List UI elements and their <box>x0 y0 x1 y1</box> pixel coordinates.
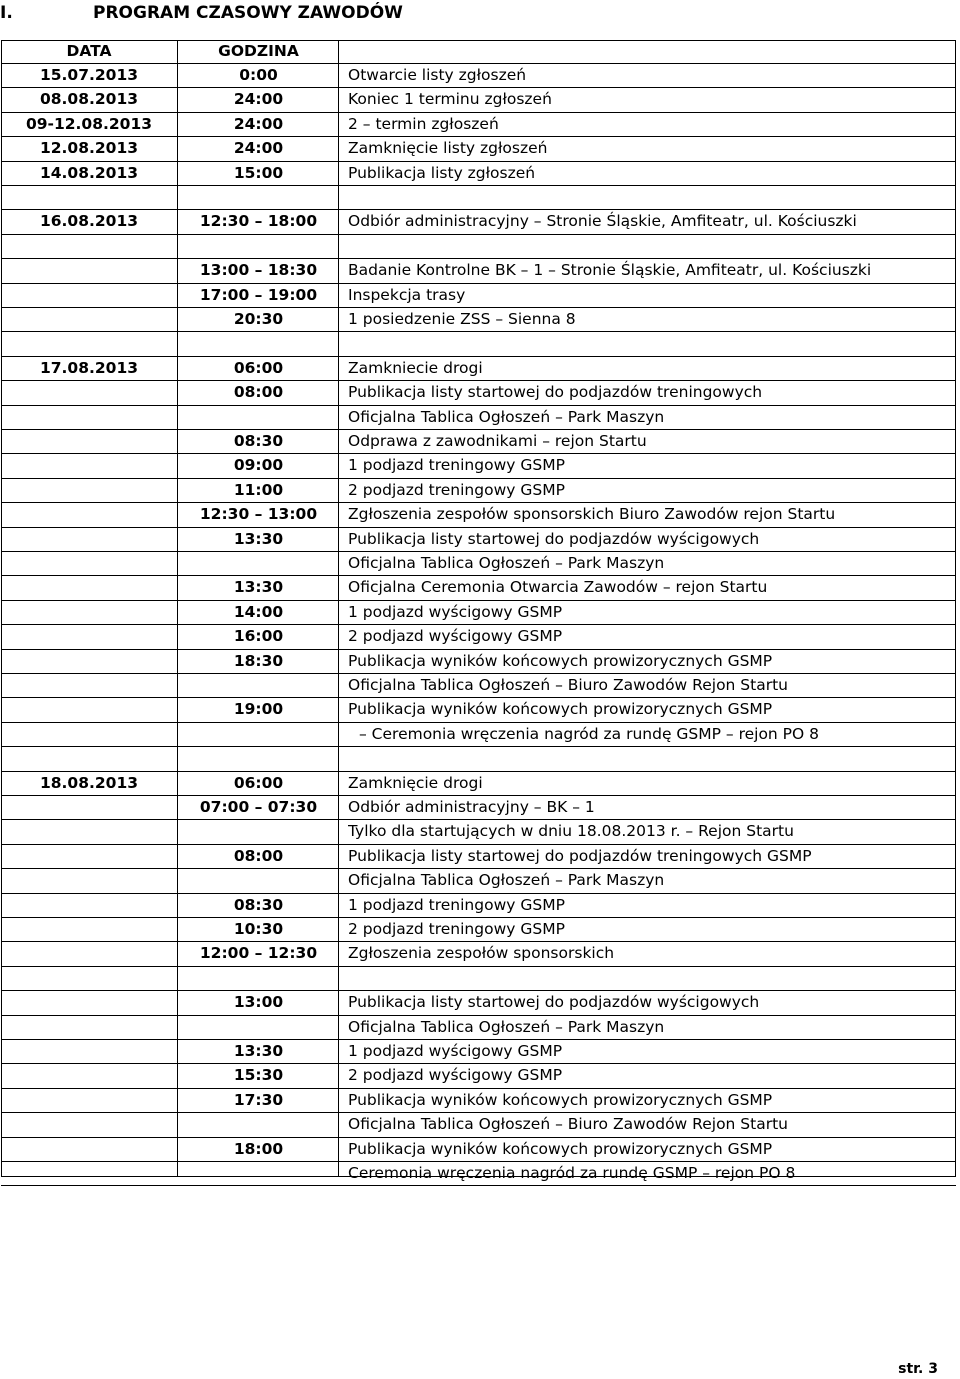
row-time: 24:00 <box>233 139 284 158</box>
row-date: 17.08.2013 <box>39 358 139 377</box>
row-date: 12.08.2013 <box>39 139 139 158</box>
row-event: 2 podjazd wyścigowy GSMP <box>348 1066 563 1085</box>
row-date: 09-12.08.2013 <box>25 114 153 133</box>
row-event: Oficjalna Tablica Ogłoszeń – Biuro Zawodów Rejon Startu <box>348 676 788 694</box>
row-event: Publikacja listy zgłoszeń <box>348 163 536 182</box>
row-event: Publikacja listy startowej do podjazdów treningowych <box>348 383 763 402</box>
row-time: 08:30 <box>233 432 284 450</box>
row-event: Publikacja wyników końcowych prowizorycznych GSMP <box>348 700 773 719</box>
table-row <box>1 1113 956 1137</box>
table-row <box>1 869 956 893</box>
row-event: 1 podjazd wyścigowy GSMP <box>348 602 563 621</box>
table-row <box>1 894 956 918</box>
table-row <box>1 967 956 991</box>
header-time: GODZINA <box>218 42 299 60</box>
row-time: 12:30 – 18:00 <box>199 212 318 231</box>
table-row <box>1 137 956 161</box>
row-event: Odbiór administracyjny – BK – 1 <box>348 798 595 816</box>
row-time: 06:00 <box>233 773 284 792</box>
row-time: 18:00 <box>233 1139 284 1158</box>
row-time: 24:00 <box>233 114 284 133</box>
table-row <box>1 698 956 722</box>
row-event: 1 posiedzenie ZSS – Sienna 8 <box>348 310 576 328</box>
row-time: 13:30 <box>233 578 284 597</box>
row-time: 12:30 – 13:00 <box>199 505 318 524</box>
table-row <box>1 845 956 869</box>
row-event: Otwarcie listy zgłoszeń <box>348 66 527 84</box>
page-number: str. 3 <box>898 1361 938 1377</box>
row-time: 17:30 <box>233 1090 284 1109</box>
table-row <box>1 186 956 210</box>
table-row <box>1 1162 956 1186</box>
row-time: 20:30 <box>233 310 284 328</box>
row-event: 1 podjazd treningowy GSMP <box>348 895 565 914</box>
row-event: 2 podjazd treningowy GSMP <box>348 920 565 938</box>
row-event: Publikacja wyników końcowych prowizorycznych GSMP <box>348 651 773 670</box>
table-row <box>1 235 956 259</box>
row-event: 2 podjazd wyścigowy GSMP <box>348 627 563 646</box>
table-row <box>1 991 956 1015</box>
row-time: 08:30 <box>233 895 284 914</box>
row-event: Oficjalna Tablica Ogłoszeń – Park Maszyn <box>348 554 665 572</box>
row-time: 12:00 – 12:30 <box>199 944 318 963</box>
table-row <box>1 64 956 88</box>
table-row <box>1 1138 956 1162</box>
row-time: 06:00 <box>233 358 284 377</box>
row-time: 17:00 – 19:00 <box>199 285 318 304</box>
row-event: Inspekcja trasy <box>348 285 466 304</box>
row-event: Tylko dla startujących w dniu 18.08.2013 r. – Rejon Startu <box>348 822 794 841</box>
table-row <box>1 747 956 771</box>
row-event: Ceremonia wręczenia nagród za rundę GSMP – rejon PO 8 <box>348 1164 796 1182</box>
row-event: 1 podjazd treningowy GSMP <box>348 456 565 475</box>
row-time: 19:00 <box>233 700 284 719</box>
table-row <box>1 601 956 625</box>
table-header-row <box>1 40 956 64</box>
row-time: 09:00 <box>233 456 284 475</box>
row-date: 14.08.2013 <box>39 163 139 182</box>
table-row <box>1 625 956 649</box>
table-row <box>1 381 956 405</box>
row-event: Publikacja listy startowej do podjazdów treningowych GSMP <box>348 846 812 865</box>
row-event: Publikacja wyników końcowych prowizorycznych GSMP <box>348 1139 773 1158</box>
table-row <box>1 772 956 796</box>
table-row <box>1 674 956 698</box>
row-event: Zamknięcie drogi <box>348 773 483 792</box>
row-date: 15.07.2013 <box>39 66 139 84</box>
table-row <box>1 820 956 844</box>
table-row <box>1 88 956 112</box>
section-heading <box>0 0 960 26</box>
row-time: 10:30 <box>233 920 284 938</box>
row-time: 15:00 <box>233 163 284 182</box>
table-row <box>1 210 956 234</box>
table-row <box>1 162 956 186</box>
row-event: Oficjalna Tablica Ogłoszeń – Biuro Zawodów Rejon Startu <box>348 1115 788 1134</box>
table-row <box>1 1089 956 1113</box>
row-date: 16.08.2013 <box>39 212 139 231</box>
row-event: 1 podjazd wyścigowy GSMP <box>348 1042 563 1060</box>
row-event: Zgłoszenia zespołów sponsorskich <box>348 944 615 963</box>
row-event: Badanie Kontrolne BK – 1 – Stronie Śląskie, Amfiteatr, ul. Kościuszki <box>348 261 872 280</box>
table-row <box>1 942 956 966</box>
row-time: 24:00 <box>233 90 284 109</box>
row-event: Oficjalna Ceremonia Otwarcia Zawodów – rejon Startu <box>348 578 768 597</box>
row-time: 13:00 <box>233 993 284 1012</box>
table-row <box>1 1016 956 1040</box>
row-event: Publikacja wyników końcowych prowizorycznych GSMP <box>348 1090 773 1109</box>
row-event: Zamkniecie drogi <box>348 358 483 377</box>
table-row <box>1 796 956 820</box>
row-time: 14:00 <box>233 602 284 621</box>
table-row <box>1 576 956 600</box>
row-event: Odprawa z zawodnikami – rejon Startu <box>348 432 647 450</box>
row-event: Oficjalna Tablica Ogłoszeń – Park Maszyn <box>348 871 665 890</box>
table-row <box>1 259 956 283</box>
table-row <box>1 528 956 552</box>
row-time: 13:00 – 18:30 <box>199 261 318 280</box>
row-event: Publikacja listy startowej do podjazdów wyścigowych <box>348 529 760 548</box>
table-row <box>1 918 956 942</box>
row-event: 2 – termin zgłoszeń <box>348 114 499 133</box>
row-event: Publikacja listy startowej do podjazdów wyścigowych <box>348 993 760 1012</box>
row-time: 11:00 <box>233 480 284 499</box>
row-time: 15:30 <box>233 1066 284 1085</box>
table-row <box>1 308 956 332</box>
table-row <box>1 284 956 308</box>
table-row <box>1 113 956 137</box>
table-row <box>1 723 956 747</box>
table-row <box>1 406 956 430</box>
row-event: Zgłoszenia zespołów sponsorskich Biuro Zawodów rejon Startu <box>348 505 836 524</box>
row-time: 16:00 <box>233 627 284 646</box>
table-row <box>1 650 956 674</box>
row-time: 08:00 <box>233 383 284 402</box>
row-date: 18.08.2013 <box>39 773 139 792</box>
table-row <box>1 1040 956 1064</box>
table-row <box>1 1064 956 1088</box>
header-date: DATA <box>66 42 112 60</box>
table-row <box>1 430 956 454</box>
table-row <box>1 332 956 356</box>
row-time: 13:30 <box>233 529 284 548</box>
section-number: I. <box>0 3 13 23</box>
row-date: 08.08.2013 <box>39 90 139 109</box>
table-row <box>1 357 956 381</box>
row-event: Zamknięcie listy zgłoszeń <box>348 139 548 158</box>
section-title: PROGRAM CZASOWY ZAWODÓW <box>93 3 403 23</box>
row-event: Oficjalna Tablica Ogłoszeń – Park Maszyn <box>348 1017 665 1036</box>
row-time: 13:30 <box>233 1042 284 1060</box>
row-time: 0:00 <box>239 66 278 84</box>
row-time: 18:30 <box>233 651 284 670</box>
table-row <box>1 454 956 478</box>
row-time: 08:00 <box>233 846 284 865</box>
table-row <box>1 552 956 576</box>
row-event: Oficjalna Tablica Ogłoszeń – Park Maszyn <box>348 407 665 426</box>
row-event: Koniec 1 terminu zgłoszeń <box>348 90 552 109</box>
table-row <box>1 479 956 503</box>
row-event: Odbiór administracyjny – Stronie Śląskie, Amfiteatr, ul. Kościuszki <box>348 212 857 231</box>
row-event: 2 podjazd treningowy GSMP <box>348 480 565 499</box>
table-row <box>1 503 956 527</box>
row-time: 07:00 – 07:30 <box>199 798 318 816</box>
row-event-indented: – Ceremonia wręczenia nagród za rundę GSMP – rejon PO 8 <box>359 724 820 743</box>
